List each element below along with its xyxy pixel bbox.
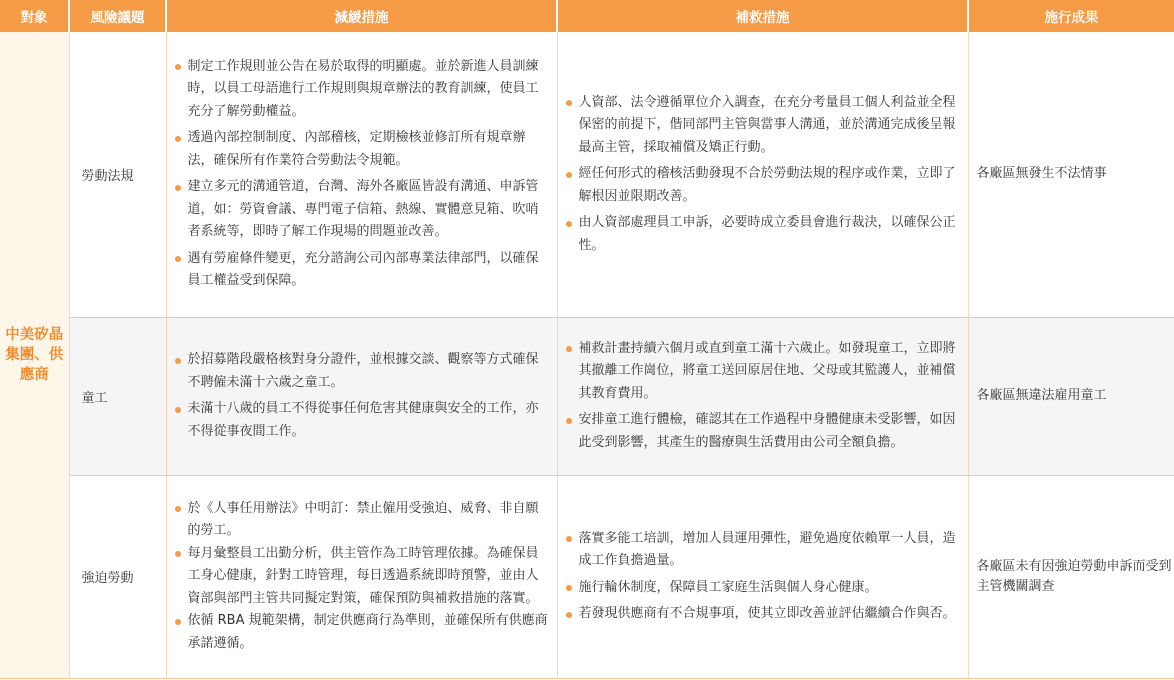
mitigation-item: 於《人事任用辦法》中明訂：禁止僱用受強迫、威脅、非自願的勞工。 (175, 498, 549, 543)
remedy-item: 補救計畫持續六個月或直到童工滿十六歲止。如發現童工，立即將其撤離工作崗位，將童工送回原居住地、父母或其監護人，並補償其教育費用。 (566, 338, 960, 406)
header-risk-issue: 風險議題 (69, 0, 166, 32)
result-cell: 各廠區未有因強迫勞動申訴而受到主管機關調查 (968, 475, 1174, 678)
mitigation-item: 透過內部控制制度、內部稽核，定期檢核並修訂所有規章辦法，確保所有作業符合勞動法令規範。 (175, 127, 549, 172)
table-row (0, 32, 1174, 317)
target-cell (0, 32, 69, 678)
issue-cell: 勞動法規 (69, 32, 166, 317)
mitigation-cell (166, 317, 557, 475)
remedy-cell (557, 475, 968, 678)
target-label: 中美矽晶集團、供應商 (5, 326, 64, 383)
table-row (0, 475, 1174, 678)
mitigation-cell (166, 32, 557, 317)
issue-cell: 強迫勞動 (69, 475, 166, 678)
remedy-list (566, 528, 960, 626)
remedy-item: 由人資部處理員工申訴，必要時成立委員會進行裁決，以確保公正性。 (566, 212, 960, 257)
result-cell: 各廠區無發生不法情事 (968, 32, 1174, 317)
remedy-item: 施行輪休制度，保障員工家庭生活與個人身心健康。 (566, 577, 960, 600)
remedy-item: 人資部、法令遵循單位介入調查，在充分考量員工個人利益並全程保密的前提下，偕同部門主管與當事人溝通，並於溝通完成後呈報最高主管，採取補償及矯正行動。 (566, 92, 960, 160)
header-remedy: 補救措施 (557, 0, 968, 32)
header-mitigation: 減緩措施 (166, 0, 557, 32)
remedy-item: 若發現供應商有不合規事項，使其立即改善並評估繼續合作與否。 (566, 603, 960, 626)
mitigation-item: 制定工作規則並公告在易於取得的明顯處。並於新進人員訓練時，以員工母語進行工作規則與規章辦法的教育訓練，使員工充分了解勞動權益。 (175, 56, 549, 124)
table-row (0, 317, 1174, 475)
mitigation-item: 遇有勞雇條件變更，充分諮詢公司內部專業法律部門，以確保員工權益受到保障。 (175, 248, 549, 293)
header-row (0, 0, 1174, 32)
remedy-list (566, 338, 960, 455)
mitigation-item: 未滿十八歲的員工不得從事任何危害其健康與安全的工作，亦不得從事夜間工作。 (175, 398, 549, 443)
remedy-cell (557, 32, 968, 317)
mitigation-list (175, 498, 549, 656)
mitigation-item: 依循 RBA 規範架構，制定供應商行為準則，並確保所有供應商承諾遵循。 (175, 610, 549, 655)
remedy-item: 安排童工進行體檢，確認其在工作過程中身體健康未受影響，如因此受到影響，其產生的醫療與生活費用由公司全額負擔。 (566, 409, 960, 454)
remedy-item: 落實多能工培訓，增加人員運用彈性，避免過度依賴單一人員，造成工作負擔過量。 (566, 528, 960, 573)
remedy-list (566, 92, 960, 258)
header-target: 對象 (0, 0, 69, 32)
remedy-cell (557, 317, 968, 475)
mitigation-cell (166, 475, 557, 678)
mitigation-list (175, 349, 549, 443)
issue-cell: 童工 (69, 317, 166, 475)
mitigation-item: 建立多元的溝通管道，台灣、海外各廠區皆設有溝通、申訴管道，如：勞資會議、專門電子信箱、熱線、實體意見箱、吹哨者系統等，即時了解工作現場的問題並改善。 (175, 176, 549, 244)
result-cell: 各廠區無違法雇用童工 (968, 317, 1174, 475)
mitigation-list (175, 56, 549, 293)
mitigation-item: 每月彙整員工出勤分析，供主管作為工時管理依據。為確保員工身心健康，針對工時管理，每日透過系統即時預警，並由人資部與部門主管共同擬定對策，確保預防與補救措施的落實。 (175, 543, 549, 611)
remedy-item: 經任何形式的稽核活動發現不合於勞動法規的程序或作業，立即了解根因並限期改善。 (566, 163, 960, 208)
mitigation-item: 於招募階段嚴格核對身分證件，並根據交談、觀察等方式確保不聘僱未滿十六歲之童工。 (175, 349, 549, 394)
header-result: 施行成果 (968, 0, 1174, 32)
